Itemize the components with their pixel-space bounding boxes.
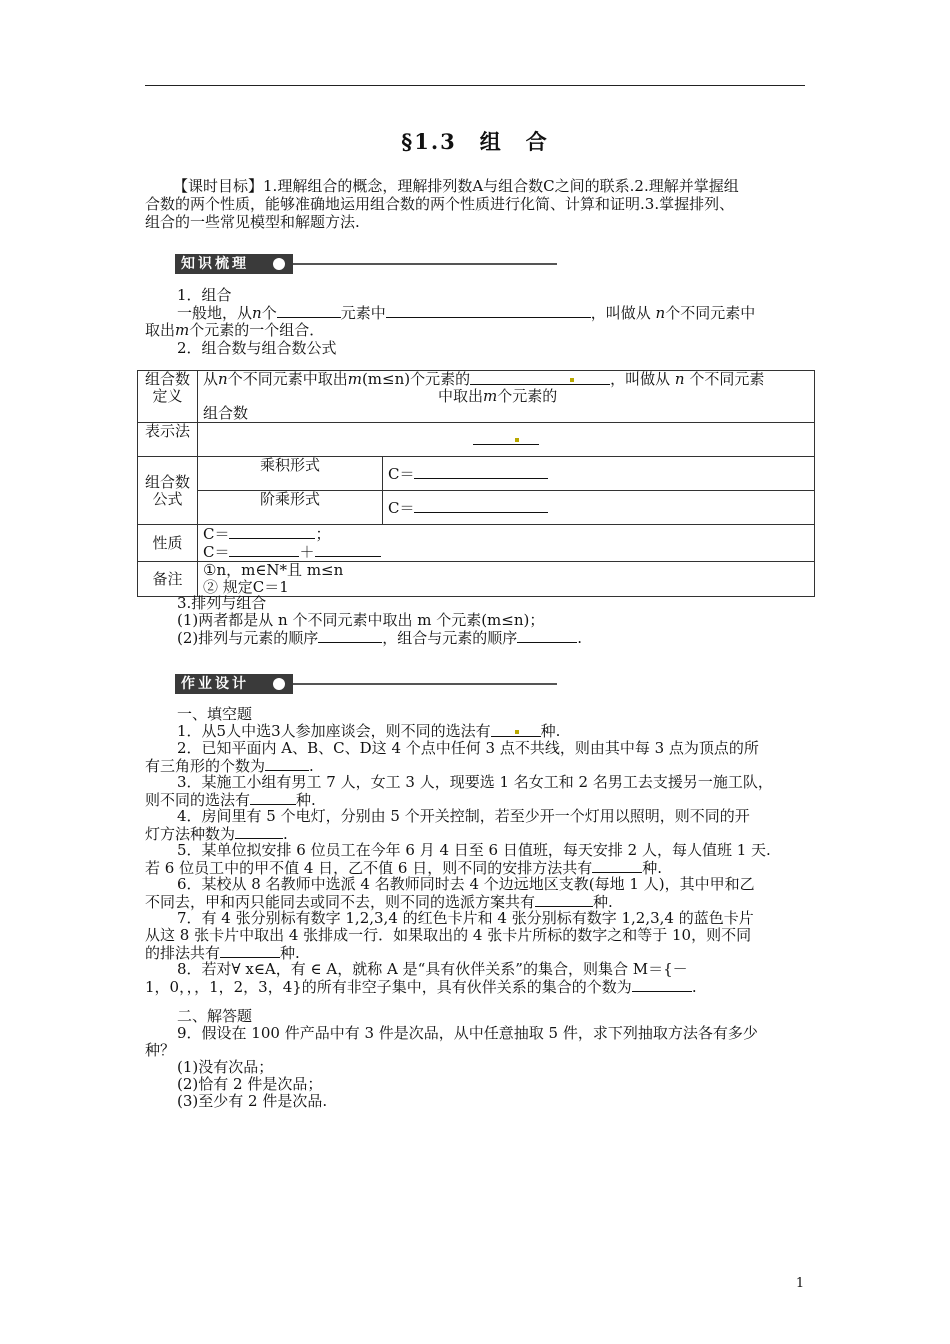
perm-comb-l2: (2)排列与元素的顺序 ，组合与元素的顺序 .: [177, 629, 583, 647]
goals-line-2: 合数的两个性质，能够准确地运用组合数的两个性质进行化简、计算和证明.3.掌握排列、: [145, 195, 735, 213]
question-2b: 有三角形的个数为 .: [145, 757, 314, 775]
perm-comb-h: 3.排列与组合: [177, 594, 267, 612]
section-rule: [293, 263, 557, 265]
bullet-dot-icon: [273, 258, 285, 270]
notation-cell: [198, 423, 815, 457]
row-head-formula: 组合数公式: [138, 457, 198, 525]
section-label: 知识梳理: [175, 254, 293, 274]
formula-product-cell: C＝: [383, 457, 815, 491]
question-3a: 3．某施工小组有男工 7 人，女工 3 人，现要选 1 名女工和 2 名男工去支援另一施工队，: [177, 773, 773, 791]
table-row: [138, 491, 815, 525]
knowledge-h2: 2．组合数与组合数公式: [177, 339, 337, 357]
section-header-homework: [175, 674, 560, 694]
row-head-remark: 备注: [138, 562, 198, 597]
top-rule: [145, 85, 805, 86]
formula-factorial-label: 阶乘形式: [198, 491, 383, 525]
section-header-knowledge: [175, 254, 560, 274]
knowledge-h1: 1．组合: [177, 286, 232, 304]
table-row: [138, 562, 815, 597]
goals-label: 【课时目标】: [173, 177, 264, 195]
table-row: [138, 525, 815, 562]
question-4b: 灯方法种数为 .: [145, 825, 288, 843]
question-7c: 的排法共有 种.: [145, 944, 300, 962]
goals-line-1: 【课时目标】1.理解组合的概念，理解排列数A与组合数C之间的联系.2.理解并掌握组: [173, 177, 739, 195]
question-2a: 2．已知平面内 A、B、C、D这 4 个点中任何 3 点不共线，则由其中每 3 点为顶点的所: [177, 739, 759, 757]
question-9-2: (2)恰有 2 件是次品；: [177, 1075, 323, 1093]
question-6b: 不同去，甲和丙只能同去或同不去，则不同的选派方案共有 种.: [145, 893, 613, 911]
question-9a: 9．假设在 100 件产品中有 3 件是次品，从中任意抽取 5 件，求下列抽取方法各有多少: [177, 1024, 758, 1042]
perm-comb-l1: (1)两者都是从 n 个不同元素中取出 m 个元素(m≤n)；: [177, 611, 545, 629]
question-5b: 若 6 位员工中的甲不值 4 日，乙不值 6 日，则不同的安排方法共有 种.: [145, 859, 663, 877]
row-head-property: 性质: [138, 525, 198, 562]
question-1: 1．从5人中选3人参加座谈会，则不同的选法有 种.: [177, 722, 561, 740]
table-row: [138, 423, 815, 457]
question-7a: 7．有 4 张分别标有数字 1,2,3,4 的红色卡片和 4 张分别标有数字 1,2,3,4 的蓝色卡片: [177, 909, 754, 927]
definition-cell: 从n个不同元素中取出m(m≤n)个元素的 ，叫做从 n 个不同元素 中取出m个元素的 组合数: [198, 371, 815, 423]
section-rule: [293, 683, 557, 685]
question-9b: 种？: [145, 1041, 176, 1059]
table-row: [138, 371, 815, 423]
question-6a: 6．某校从 8 名教师中选派 4 名教师同时去 4 个边远地区支教(每地 1 人)，其中甲和乙: [177, 875, 755, 893]
table-row: [138, 457, 815, 491]
question-3b: 则不同的选法有 种.: [145, 791, 316, 809]
homework-h2: 二、解答题: [177, 1007, 253, 1025]
formula-product-label: 乘积形式: [198, 457, 383, 491]
page-number: 1: [795, 1276, 805, 1291]
question-5a: 5．某单位拟安排 6 位员工在今年 6 月 4 日至 6 日值班，每天安排 2 人，每人值班 1 天.: [177, 841, 771, 859]
knowledge-p1: 一般地，从n个 元素中 ，叫做从 n个不同元素中: [177, 304, 756, 322]
goals-line-3: 组合的一些常见模型和解题方法.: [145, 213, 360, 231]
remark-cell: ①n，m∈N*且 m≤n ② 规定C＝1: [198, 562, 815, 597]
row-head-notation: 表示法: [138, 423, 198, 457]
page-title: §1.3 组 合: [401, 129, 549, 154]
knowledge-p1-cont: 取出m个元素的一个组合．: [145, 321, 325, 339]
row-head-definition: 组合数定义: [138, 371, 198, 423]
section-label: 作业设计: [175, 674, 293, 694]
combination-table: [137, 370, 815, 597]
bullet-dot-icon: [273, 678, 285, 690]
question-8b: 1，0，，，1，2，3，4}的所有非空子集中，具有伙伴关系的集合的个数为 .: [145, 978, 697, 996]
question-8a: 8．若对∀ x∈A，有 ∈ A，就称 A 是“具有伙伴关系”的集合，则集合 M＝{－: [177, 960, 688, 978]
question-9-1: (1)没有次品；: [177, 1058, 274, 1076]
homework-h1: 一、填空题: [177, 705, 253, 723]
formula-factorial-cell: C＝: [383, 491, 815, 525]
question-7b: 从这 8 张卡片中取出 4 张排成一行．如果取出的 4 张卡片所标的数字之和等于 10，则不同: [145, 926, 752, 944]
property-cell: C＝ ； C＝ ＋: [198, 525, 815, 562]
question-4a: 4．房间里有 5 个电灯，分别由 5 个开关控制，若至少开一个灯用以照明，则不同的开: [177, 807, 750, 825]
question-9-3: (3)至少有 2 件是次品.: [177, 1092, 328, 1110]
